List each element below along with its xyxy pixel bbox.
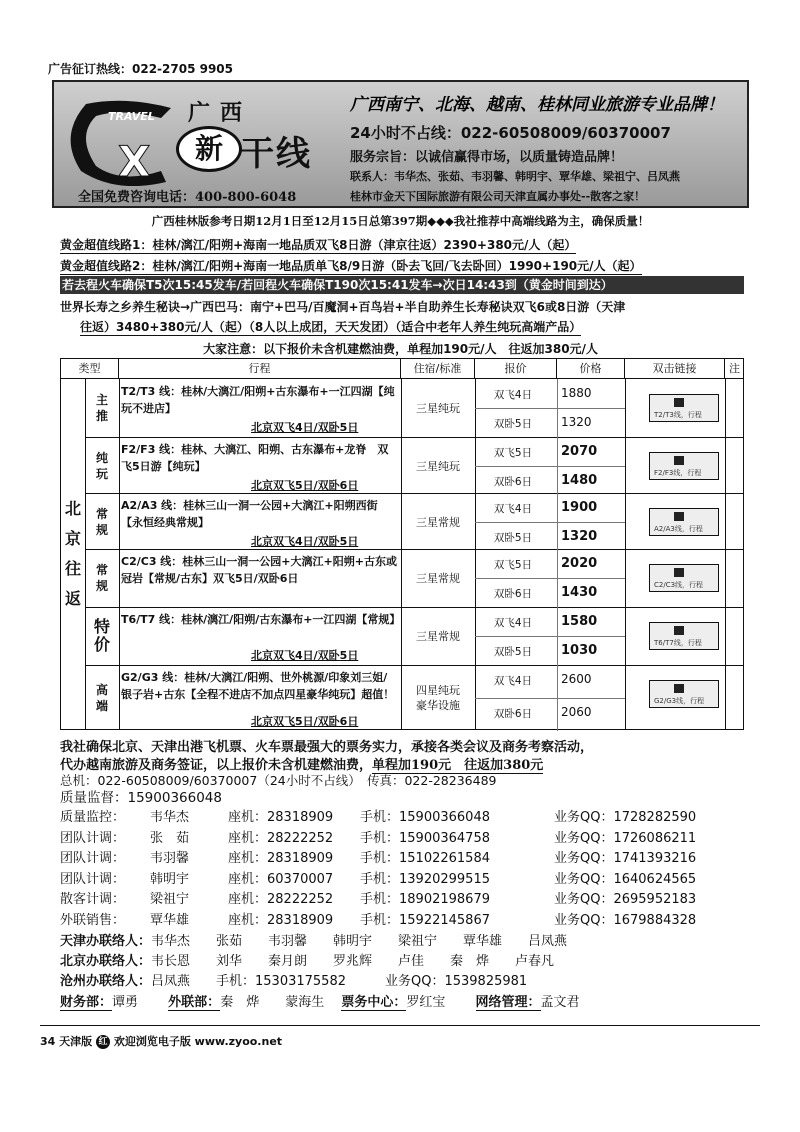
price-option-1: 1580 [561,614,598,629]
header-lodging: 住宿/标准 [401,359,475,379]
page-number: 34 天津版 [40,1035,93,1048]
itinerary-link-thumbnail[interactable]: T2/T3线，行程 [649,394,719,422]
price-option-1: 1900 [561,500,598,515]
route-lodging: 三星纯玩 [416,459,460,473]
table-row-category: 常 规 [95,507,108,537]
staff-mobile: 手机：15900364758 [360,830,490,846]
staff-landline: 座机：28222252 [228,830,334,846]
ad-hotline: 广告征订热线：022-2705 9905 [48,62,234,76]
longevity-line-2: 往返）3480+380元/人（起）（8人以上成团，天天发团）（适合中老年人养生纯玩高端产品） [80,320,582,334]
logo-guangxi-text: 广西 [188,100,253,126]
banner-motto: 服务宗旨：以诚信赢得市场，以质量铸造品牌！ [350,150,624,165]
price-option-1: 1880 [561,386,592,400]
price-option-2: 1320 [561,415,592,429]
footer [40,1033,282,1049]
staff-mobile: 手机：15102261584 [360,851,490,866]
document-icon [674,398,684,407]
tianjin-office-row: 天津办联络人：韦华杰 张茹 韦羽馨 韩明宇 梁祖宁 覃华雄 吕凤燕 [60,934,568,949]
staff-mobile: 手机：13920299515 [360,871,490,887]
header-type: 类型 [61,359,119,379]
itinerary-link-thumbnail[interactable]: A2/A3线，行程 [649,508,719,536]
route-description: T6/T7 线：桂林/漓江/阳朔/古东瀑布+一江四湖【常规】 [121,613,401,626]
longevity-line-1: 世界长寿之乡养生秘诀→广西巴马：南宁+巴马/百魔洞+百鸟岩+半自助养生长寿秘诀双飞6或8日游（天津 [60,300,626,314]
route-duration: 北京双飞4日/双卧5日 [251,421,359,434]
price-option-1: 2070 [561,444,598,459]
document-icon [674,568,684,577]
route-duration: 北京双飞4日/双卧5日 [251,535,359,548]
table-row-category: 主 推 [95,393,108,423]
staff-qq: 业务QQ：1728282590 [554,810,697,825]
agency-statement-1: 我社确保北京、天津出港飞机票、火车票最强大的票务实力，承接各类会议及商务考察活动， [60,740,594,755]
quote-option-2: 双卧5日 [493,646,533,658]
table-row-category: 常 规 [95,563,108,593]
quote-option-2: 双卧5日 [493,532,533,544]
staff-role: 散客计调： [60,892,126,907]
price-option-2: 1320 [561,529,598,544]
table-row-category: 特 价 [93,617,110,654]
staff-qq: 业务QQ：2695952183 [554,892,697,907]
staff-landline: 座机：60370007 [228,871,334,887]
banner-title: 广西南宁、北海、越南、桂林同业旅游专业品牌！ [350,95,724,115]
cangzhou-office-row: 沧州办联络人：吕凤燕 手机：15303175582 业务QQ：1539825981 [60,974,528,989]
quote-option-1: 双飞5日 [493,559,533,571]
issue-line: 广西桂林版参考日期12月1日至12月15日总第397期◆◆◆我社推荐中高端线路为主，确保质量！ [151,214,650,228]
quote-option-1: 双飞4日 [493,617,533,629]
route-lodging: 三星常规 [416,629,460,643]
route-description: C2/C3 线：桂林三山一洞一公园+大漓江+阳朔+古东或冠岩【常规/古东】双飞5日/双卧6日 [121,555,397,585]
footer-website-link[interactable]: 欢迎浏览电子版 www.zyoo.net [113,1035,283,1048]
header-price: 价格 [557,359,625,379]
route-table [60,358,744,730]
route-description: G2/G3 线：桂林/大漓江/阳朔、世外桃源/印象刘三姐/银子岩+古东【全程不进店不加点四星豪华纯玩】超值！ [121,671,395,701]
hq-phone-line: 总机：022-60508009/60370007（24小时不占线） 传真：022-28236489 [60,773,497,788]
staff-landline: 座机：28318909 [228,810,334,825]
promo-line-1: 黄金超值线路1：桂林/漓江/阳朔+海南一地品质双飞8日游（津京往返）2390+380元/人（起） [60,238,577,252]
price-option-1: 2020 [561,556,598,571]
staff-name: 梁祖宁 [150,892,190,907]
document-icon [674,456,684,465]
staff-mobile: 手机：18902198679 [360,892,490,907]
banner-hotline-24h: 24小时不占线：022-60508009/60370007 [350,124,671,142]
promo-line-2: 黄金超值线路2：桂林/漓江/阳朔+海南一地品质单飞8/9日游（卧去飞回/飞去卧回）1990+190元/人（起） [60,259,642,273]
route-description: F2/F3 线：桂林、大漓江、阳朔、古东瀑布+龙脊 双飞5日游【纯玩】 [121,443,389,473]
quote-option-1: 双飞4日 [493,389,533,401]
table-header [61,359,743,379]
beijing-office-row: 北京办联络人：韦长恩 刘华 秦月朗 罗兆辉 卢佳 秦 烨 卢春凡 [60,954,555,969]
table-row-category: 纯 玩 [95,451,108,481]
price-option-2: 1030 [561,643,598,658]
itinerary-link-thumbnail[interactable]: F2/F3线，行程 [649,452,719,480]
quote-option-1: 双飞4日 [493,675,533,687]
document-icon [674,684,684,693]
train-notice: 若去程火车确保T5次15:45发车/若回程火车确保T190次15:41发车→次日14:43到（黄金时间到达） [60,276,744,294]
header-itinerary: 行程 [119,359,401,379]
staff-name: 韦羽馨 [150,851,190,866]
agency-statement-2: 代办越南旅游及商务签证，以上报价未含机建燃油费，单程加190元 往返加380元 [60,758,544,773]
staff-name: 韩明宇 [150,871,190,887]
footer-divider [40,1025,760,1026]
document-icon [674,626,684,635]
staff-qq: 业务QQ：1741393216 [554,851,697,866]
quote-option-1: 双飞4日 [493,503,533,515]
route-duration: 北京双飞5日/双卧6日 [251,715,359,728]
route-lodging: 三星纯玩 [416,401,460,415]
staff-role: 团队计调： [60,830,126,846]
header-quote: 报价 [475,359,557,379]
price-option-2: 1430 [561,585,598,600]
staff-role: 外联销售： [60,912,126,928]
route-duration: 北京双飞4日/双卧5日 [251,649,359,662]
staff-qq: 业务QQ：1726086211 [554,830,697,846]
route-description: T2/T3 线：桂林/大漓江/阳朔+古东瀑布+一江四湖【纯玩不进店】 [121,385,395,415]
price-notice: 大家注意：以下报价未含机建燃油费，单程加190元/人 往返加380元/人 [203,342,598,356]
banner-contacts: 联系人：韦华杰、张茹、韦羽馨、韩明宇、覃华雄、梁祖宁、吕凤燕 [350,170,680,183]
logo-travel-text: TRAVEL [108,110,155,123]
header-banner [52,80,749,208]
staff-name: 张 茹 [150,830,190,846]
quote-option-2: 双卧6日 [493,708,533,720]
side-label-beijing-return: 北 京 往 返 [64,499,81,608]
free-hotline: 全国免费咨询电话：400-800-6048 [78,190,297,205]
staff-qq: 业务QQ：1679884328 [554,912,697,928]
price-option-2: 2060 [561,705,592,719]
departments-line: 财务部：谭勇 外联部：秦 烨 蒙海生 票务中心：罗红宝 网络管理：孟文君 [60,995,580,1010]
route-duration: 北京双飞5日/双卧6日 [251,479,359,492]
route-description: A2/A3 线：桂林三山一洞一公园+大漓江+阳朔西街【永恒经典常规】 [121,499,378,529]
logo-ganxian-text: 干线 [240,134,312,174]
staff-landline: 座机：28318909 [228,912,334,928]
quote-option-2: 双卧5日 [493,418,533,430]
quote-option-2: 双卧6日 [493,476,533,488]
staff-landline: 座机：28318909 [228,851,334,866]
document-icon [674,512,684,521]
table-row-category: 高 端 [95,683,108,713]
staff-role: 团队计调： [60,871,126,887]
itinerary-link-thumbnail[interactable]: C2/C3线，行程 [649,564,719,592]
banner-office: 桂林市金天下国际旅游有限公司天津直属办事处--散客之家！ [350,190,646,203]
price-option-1: 2600 [561,672,592,686]
itinerary-link-thumbnail[interactable]: G2/G3线，行程 [649,680,719,708]
svg-text:X: X [118,137,151,186]
header-link: 双击链接 [625,359,725,379]
itinerary-link-thumbnail[interactable]: T6/T7线，行程 [649,622,719,650]
staff-role: 团队计调： [60,851,126,866]
red-badge-icon: 红 [96,1035,110,1049]
route-lodging: 三星常规 [416,571,460,585]
logo-xin-text: 新 [176,126,242,172]
staff-name: 覃华雄 [150,912,190,928]
route-lodging: 四星纯玩 豪华设施 [416,684,460,712]
quote-option-1: 双飞5日 [493,447,533,459]
header-note: 注 [729,362,740,375]
quote-option-2: 双卧6日 [493,588,533,600]
staff-mobile: 手机：15922145867 [360,912,490,928]
staff-landline: 座机：28222252 [228,892,334,907]
staff-qq: 业务QQ：1640624565 [554,871,697,887]
price-option-2: 1480 [561,473,598,488]
staff-role: 质量监控： [60,810,126,825]
quality-supervision-line: 质量监督：15900366048 [60,790,222,806]
route-lodging: 三星常规 [416,515,460,529]
staff-name: 韦华杰 [150,810,190,825]
staff-mobile: 手机：15900366048 [360,810,490,825]
